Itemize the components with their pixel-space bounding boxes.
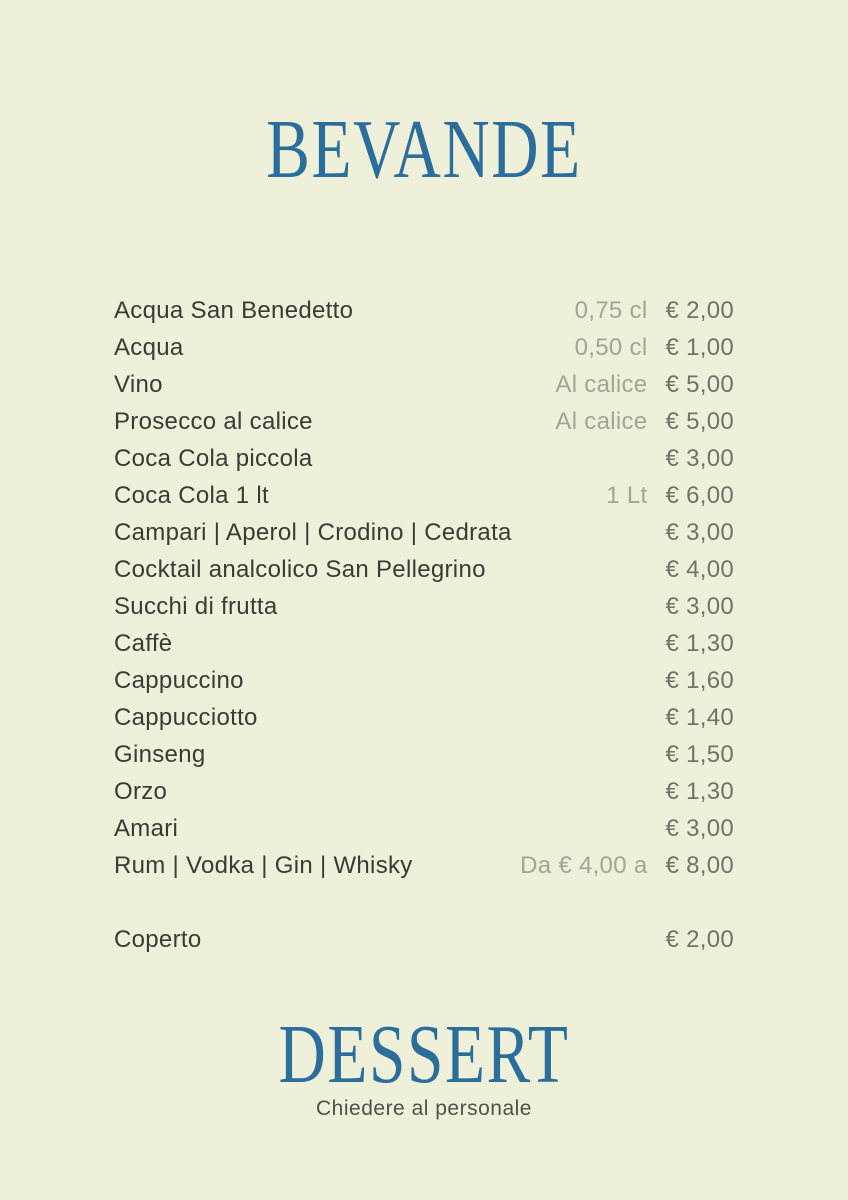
menu-item-name: Caffè [114,629,173,657]
coperto-section [114,921,734,958]
menu-item-size: Da € 4,00 a [520,851,648,879]
bevande-menu-list [114,292,734,884]
menu-item-pricing [575,334,734,362]
menu-item-row [114,847,734,884]
dessert-note: Chiedere al personale [316,1097,532,1120]
menu-item-row [114,773,734,810]
menu-item-pricing [520,852,734,880]
menu-item-price: € 3,00 [665,592,734,620]
menu-item-price: € 1,50 [665,740,734,768]
menu-item-name: Campari | Aperol | Crodino | Cedrata [114,518,512,546]
menu-item-price: € 2,00 [665,296,734,324]
menu-item-price: € 1,40 [665,703,734,731]
bevande-title: BEVANDE [266,103,582,196]
menu-item-price: € 5,00 [665,370,734,398]
menu-item-row [114,403,734,440]
menu-item-pricing [665,519,734,547]
menu-item-row [114,736,734,773]
menu-item-price: € 3,00 [665,518,734,546]
menu-item-row [114,662,734,699]
menu-item-row [114,366,734,403]
menu-item-pricing [665,593,734,621]
menu-item-name: Coca Cola piccola [114,444,313,472]
menu-item-price: € 2,00 [665,925,734,953]
menu-item-name: Acqua San Benedetto [114,296,354,324]
menu-item-price: € 3,00 [665,814,734,842]
menu-item-name: Cappucciotto [114,703,258,731]
menu-item-row [114,514,734,551]
menu-item-pricing [665,741,734,769]
menu-item-name: Rum | Vodka | Gin | Whisky [114,851,413,879]
menu-item-pricing [555,371,734,399]
menu-item-size: Al calice [555,370,648,398]
menu-item-name: Vino [114,370,163,398]
menu-item-name: Coca Cola 1 lt [114,481,269,509]
menu-item-pricing [555,408,734,436]
dessert-title: DESSERT [278,1008,570,1101]
menu-item-name: Coperto [114,925,202,953]
menu-item-name: Orzo [114,777,168,805]
menu-item-name: Succhi di frutta [114,592,278,620]
menu-item-price: € 6,00 [665,481,734,509]
menu-item-name: Amari [114,814,179,842]
menu-item-size: 1 Lt [606,481,648,509]
menu-item-row [114,329,734,366]
menu-item-name: Acqua [114,333,184,361]
menu-item-price: € 5,00 [665,407,734,435]
menu-item-row [114,292,734,329]
menu-item-size: Al calice [555,407,648,435]
menu-item-price: € 1,60 [665,666,734,694]
menu-item-pricing [665,778,734,806]
coperto-row [114,921,734,958]
menu-item-row [114,699,734,736]
menu-item-name: Cappuccino [114,666,244,694]
menu-item-row [114,440,734,477]
menu-item-size: 0,50 cl [574,333,648,361]
menu-item-size: 0,75 cl [574,296,648,324]
menu-item-pricing [665,815,734,843]
menu-item-price: € 4,00 [665,555,734,583]
menu-item-pricing [606,482,734,510]
menu-item-name: Prosecco al calice [114,407,313,435]
menu-item-pricing [575,297,734,325]
menu-item-pricing [665,445,734,473]
menu-item-pricing [665,704,734,732]
menu-item-name: Cocktail analcolico San Pellegrino [114,555,486,583]
menu-item-pricing [665,556,734,584]
menu-item-name: Ginseng [114,740,206,768]
menu-item-pricing [665,630,734,658]
menu-item-row [114,588,734,625]
menu-item-price: € 1,30 [665,777,734,805]
menu-item-row [114,477,734,514]
menu-item-price: € 1,30 [665,629,734,657]
menu-item-price: € 1,00 [665,333,734,361]
menu-item-row [114,625,734,662]
menu-item-row [114,551,734,588]
menu-item-pricing [665,667,734,695]
menu-item-price: € 3,00 [665,444,734,472]
menu-item-pricing [665,926,734,954]
menu-item-row [114,810,734,847]
menu-item-price: € 8,00 [665,851,734,879]
